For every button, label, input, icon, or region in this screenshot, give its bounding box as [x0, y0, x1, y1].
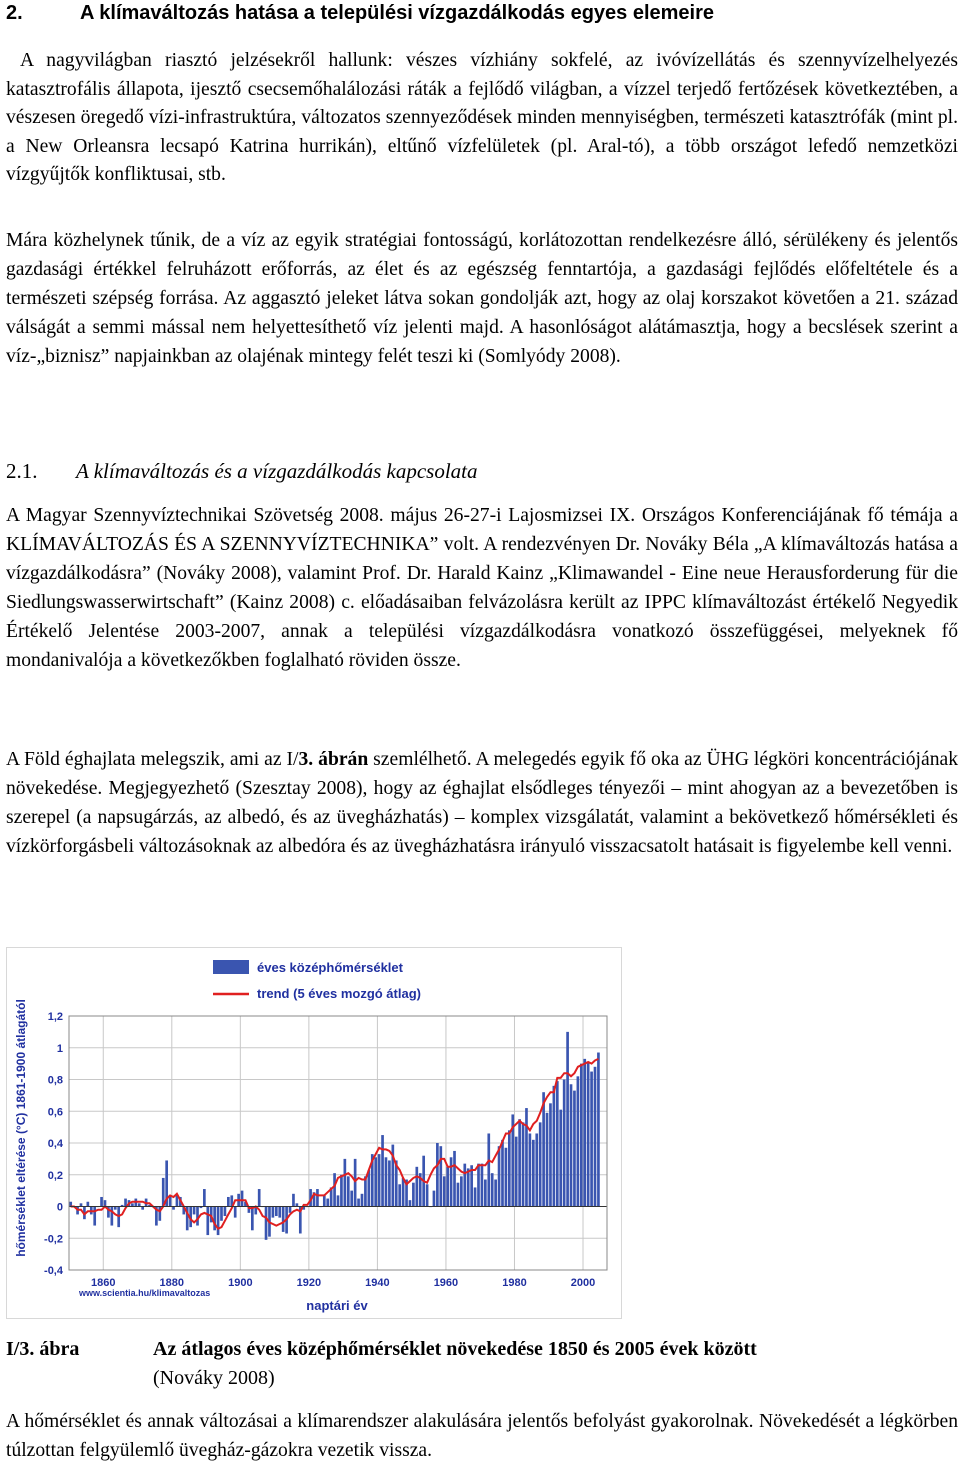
- y-axis-label: hőmérséklet eltérése (°C) 1861-1900 átlagától: [14, 999, 28, 1257]
- temperature-bar: [374, 1157, 377, 1206]
- subsection-title: A klímaváltozás és a vízgazdálkodás kapcsolata: [76, 459, 478, 483]
- temperature-bar: [196, 1207, 199, 1226]
- temperature-bar: [457, 1183, 460, 1207]
- temperature-bar: [583, 1059, 586, 1207]
- x-tick-label: 1960: [433, 1277, 459, 1289]
- temperature-bar: [282, 1207, 285, 1232]
- x-tick-label: 1880: [159, 1277, 185, 1289]
- section-number: 2.: [6, 2, 23, 24]
- temperature-bar: [433, 1191, 436, 1207]
- temperature-bar: [559, 1110, 562, 1207]
- paragraph-3: A Magyar Szennyvíztechnikai Szövetség 2008. május 26-27-i Lajosmizsei IX. Országos Konferenciájának fő témája a KLÍMAVÁLTOZÁS ÉS A SZENNYVÍZTECHNIKA” volt. A rendezvényen Dr. Nováky Béla „A klímaváltozás hatása a vízgazdálkodásra” (Nováky 2008), valamint Prof. Dr. Harald Kainz „Klimawandel - Eine neue Herausforderung für die Siedlungswasserwirtschaft” (Kainz 2008) c. előadásaiban felvázolásra került az IPPC klímaváltozást értékelő Negyedik Értékelő Jelentése 2003-2007, annak a települési vízgazdálkodásra vonatkozó összefüggései, melyeknek fő mondanivalója a következőkben foglalható röviden össze.: [6, 505, 958, 671]
- temperature-bar: [234, 1207, 237, 1218]
- temperature-bar: [501, 1140, 504, 1207]
- temperature-bar: [532, 1140, 535, 1207]
- temperature-bar: [289, 1207, 292, 1213]
- y-tick-label: 0,8: [47, 1074, 63, 1087]
- subsection-number: 2.1.: [6, 459, 38, 483]
- y-tick-label: 0: [56, 1201, 63, 1214]
- temperature-bar: [546, 1113, 549, 1207]
- temperature-bar: [563, 1080, 566, 1207]
- temperature-bar: [577, 1076, 580, 1206]
- legend-label-bars: éves középhőmérséklet: [257, 960, 403, 975]
- y-tick-label: -0,2: [44, 1233, 63, 1246]
- chart-watermark: www.scientia.hu/klimavaltozas: [79, 1288, 211, 1298]
- chart-bars: [69, 1032, 599, 1240]
- temperature-bar: [573, 1091, 576, 1207]
- y-tick-label: 1: [56, 1042, 63, 1055]
- temperature-bar: [443, 1176, 446, 1206]
- x-axis-label: naptári év: [306, 1298, 368, 1313]
- temperature-bar: [278, 1207, 281, 1218]
- temperature-bar: [439, 1146, 442, 1206]
- temperature-bar: [193, 1207, 196, 1215]
- legend-swatch-bars: [213, 960, 249, 974]
- temperature-bar: [258, 1189, 261, 1206]
- temperature-bar: [354, 1159, 357, 1207]
- temperature-bar: [580, 1064, 583, 1207]
- x-tick-label: 1980: [502, 1277, 527, 1289]
- temperature-bar: [515, 1137, 518, 1207]
- temperature-bar: [357, 1199, 360, 1207]
- temperature-chart-svg: [7, 948, 621, 1318]
- paragraph-4-rest: szemlélhető. A melegedés egyik fő oka az ÜHG légköri koncentrációjának növekedése. Megjegyezhető (Szesztay 2008), hogy az éghajlat elsődleges tényezői – mint ahogyan az a bevezetőben is szerepel (a napsugárzás, az albedó, és az üvegházhatás) – komplex vizsgálatát, valamint a bekövetkező hőmérsékleti és vízkörforgásbeli változásoknak az albedóra és az üvegházhatásra irányuló visszacsatolt hatásait is figyelembe kell venni.: [6, 749, 958, 857]
- temperature-bar: [272, 1207, 275, 1218]
- temperature-bar: [597, 1053, 600, 1207]
- temperature-bar: [556, 1081, 559, 1206]
- chart-legend: [213, 960, 421, 1001]
- temperature-bar: [347, 1176, 350, 1206]
- temperature-bar: [100, 1197, 103, 1207]
- paragraph-4-start: A Föld éghajlata melegszik, ami az I/: [6, 749, 299, 770]
- temperature-bar: [337, 1195, 340, 1206]
- temperature-bar: [518, 1119, 521, 1206]
- x-tick-label: 1920: [296, 1277, 322, 1289]
- temperature-bar: [553, 1086, 556, 1207]
- temperature-bar: [350, 1191, 353, 1207]
- temperature-bar: [241, 1191, 244, 1207]
- temperature-bar: [388, 1160, 391, 1206]
- section-heading: [6, 0, 958, 26]
- temperature-bar: [224, 1207, 227, 1217]
- temperature-bar: [227, 1197, 230, 1207]
- temperature-bar: [385, 1157, 388, 1206]
- temperature-bar: [487, 1133, 490, 1206]
- temperature-bar: [340, 1175, 343, 1207]
- temperature-bar: [570, 1084, 573, 1206]
- x-tick-label: 1860: [91, 1277, 116, 1289]
- temperature-bar: [87, 1202, 90, 1207]
- temperature-bar: [402, 1178, 405, 1207]
- temperature-bar: [529, 1133, 532, 1206]
- temperature-bar: [378, 1154, 381, 1206]
- temperature-bar: [316, 1189, 319, 1206]
- temperature-bar: [292, 1194, 295, 1207]
- x-tick-label: 1900: [228, 1277, 253, 1289]
- temperature-bar: [333, 1173, 336, 1206]
- legend-label-trend: trend (5 éves mozgó átlag): [257, 986, 421, 1001]
- x-tick-label: 2000: [570, 1277, 596, 1289]
- paragraph-5: A hőmérséklet és annak változásai a klímarendszer alakulására jelentős befolyást gyakorolnak. Növekedését a légkörben túlzottan felgyülemlő üvegház-gázokra vezetik vissza.: [6, 1411, 958, 1461]
- temperature-bar: [477, 1164, 480, 1207]
- temperature-bar: [398, 1184, 401, 1206]
- temperature-bar: [494, 1180, 497, 1207]
- section-title: A klímaváltozás hatása a települési vízgazdálkodás egyes elemeire: [80, 2, 715, 24]
- temperature-bar: [491, 1173, 494, 1206]
- temperature-bar: [505, 1148, 508, 1207]
- temperature-bar: [110, 1207, 113, 1226]
- y-tick-label: 0,4: [47, 1138, 63, 1150]
- temperature-chart: [6, 947, 622, 1319]
- temperature-bar: [590, 1072, 593, 1207]
- x-tick-label: 1940: [365, 1277, 390, 1289]
- temperature-bar: [566, 1032, 569, 1207]
- temperature-bar: [251, 1207, 254, 1231]
- temperature-bar: [463, 1164, 466, 1207]
- y-tick-label: 0,6: [47, 1106, 63, 1119]
- temperature-bar: [525, 1108, 528, 1206]
- temperature-bar: [446, 1167, 449, 1207]
- temperature-bar: [409, 1200, 412, 1206]
- temperature-bar: [415, 1167, 418, 1207]
- y-tick-label: -0,4: [44, 1265, 63, 1277]
- temperature-bar: [344, 1159, 347, 1207]
- figure-caption-source: (Nováky 2008): [153, 1367, 275, 1389]
- temperature-bar: [542, 1092, 545, 1206]
- y-tick-label: 1,2: [47, 1011, 63, 1023]
- temperature-bar: [206, 1207, 209, 1236]
- temperature-bar: [412, 1183, 415, 1207]
- figure-label: I/3. ábra: [6, 1338, 80, 1360]
- temperature-bar: [587, 1062, 590, 1206]
- subsection-heading: [6, 456, 958, 486]
- temperature-bar: [275, 1207, 278, 1217]
- paragraph-1: A nagyvilágban riasztó jelzésekről hallunk: vészes vízhiány sokfelé, az ivóvízellátás és szennyvízelhelyezés katasztrofális állapota, ijesztő csecsemőhalálozási ráták a fejlődő világban, a vízzel terjedő fertőzések következtében, a vészesen öregedő vízi-infrastruktúra, változatos szennyeződések minden mennyiségben, természeti katasztrófák (mint pl. a New Orleansra lecsapó Katrina hurrikán), eltűnő vízfelületek (pl. Aral-tó), a több országot lefedő nemzetközi vízgyűjtők konfliktusai, stb.: [6, 50, 958, 186]
- figure-caption-title: Az átlagos éves középhőmérséklet növekedése 1850 és 2005 évek között: [153, 1338, 757, 1360]
- paragraph-2: Mára közhelynek tűnik, de a víz az egyik stratégiai fontosságú, korlátozottan rendelkezésre álló, sérülékeny és jelentős gazdasági értékkel felruházott erőforrás, az élet és az egészség fenntartója, a gazdasági fejlődés előfeltétele és a természeti szépség forrása. Az aggasztó jeleket látva sokan gondolják azt, hogy az olaj korszakot követően a 21. század válságát a semmi mással nem helyettesíthető víz jelenti majd. A hasonlóságot alátámasztja, hogy a becslések szerint a víz-„biznisz” napjainkban az olajénak mintegy felét teszi ki (Somlyódy 2008).: [6, 230, 958, 367]
- temperature-bar: [93, 1207, 96, 1226]
- temperature-bar: [535, 1133, 538, 1206]
- temperature-bar: [220, 1207, 223, 1221]
- temperature-bar: [484, 1180, 487, 1207]
- temperature-bar: [361, 1194, 364, 1207]
- figure-reference: 3. ábrán: [298, 749, 369, 770]
- temperature-bar: [498, 1146, 501, 1206]
- temperature-bar: [460, 1176, 463, 1206]
- figure-caption: [153, 1335, 958, 1393]
- temperature-bar: [467, 1168, 470, 1206]
- temperature-bar: [217, 1207, 220, 1236]
- temperature-bar: [508, 1130, 511, 1206]
- temperature-bar: [594, 1067, 597, 1207]
- temperature-bar: [265, 1207, 268, 1240]
- temperature-bar: [326, 1199, 329, 1207]
- temperature-bar: [522, 1122, 525, 1206]
- temperature-bar: [381, 1135, 384, 1206]
- temperature-bar: [539, 1122, 542, 1206]
- temperature-bar: [453, 1151, 456, 1207]
- temperature-bar: [481, 1164, 484, 1207]
- y-tick-label: 0,2: [47, 1169, 63, 1182]
- temperature-bar: [450, 1157, 453, 1206]
- temperature-bar: [426, 1184, 429, 1206]
- temperature-bar: [436, 1143, 439, 1207]
- temperature-bar: [364, 1176, 367, 1206]
- temperature-bar: [474, 1187, 477, 1206]
- temperature-bar: [549, 1103, 552, 1206]
- paragraph-4: [6, 745, 958, 861]
- temperature-bar: [323, 1195, 326, 1206]
- temperature-bar: [203, 1189, 206, 1206]
